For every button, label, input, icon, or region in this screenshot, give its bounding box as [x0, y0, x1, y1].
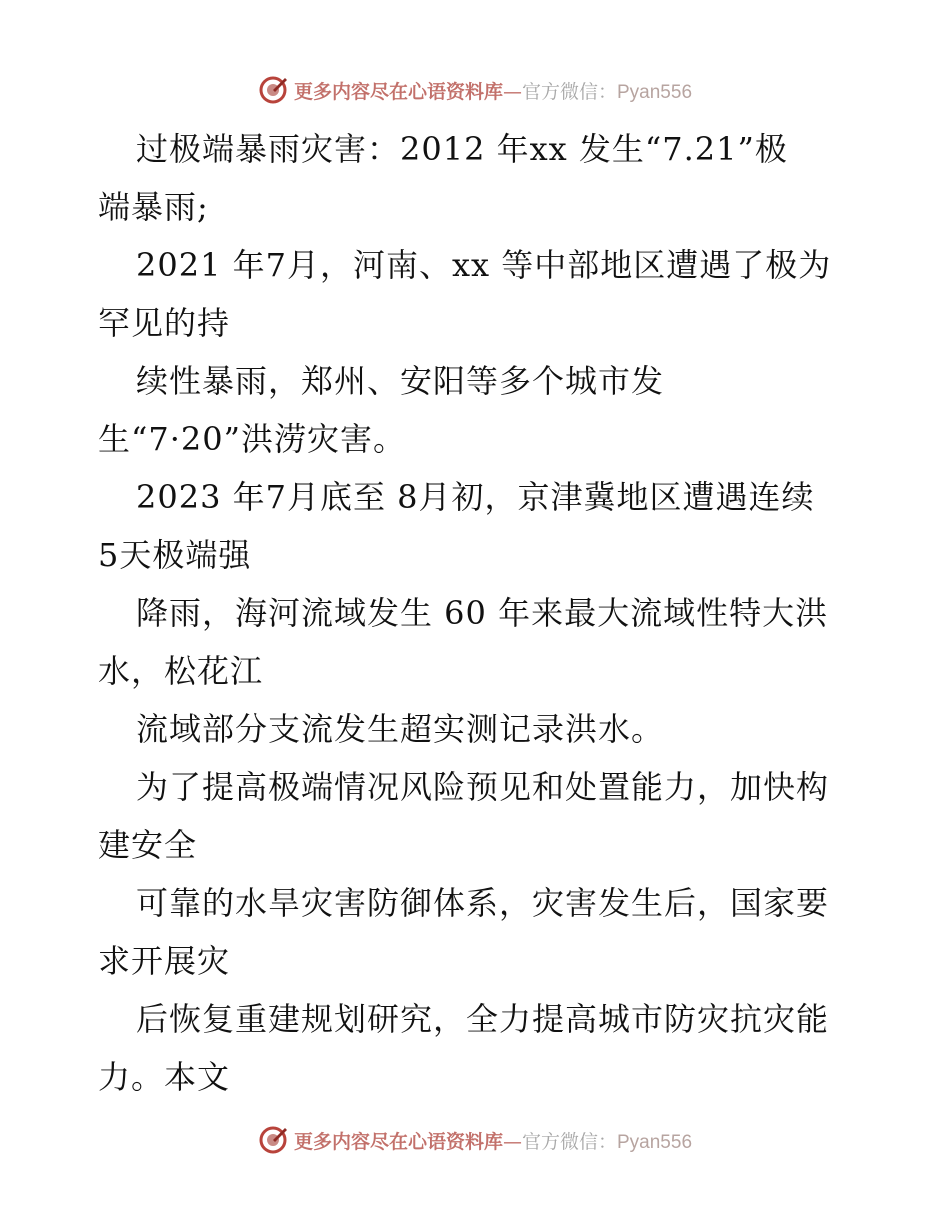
footer-banner [0, 1120, 950, 1160]
text-line: 可靠的水旱灾害防御体系，灾害发生后，国家要 [136, 884, 830, 922]
text-line: 降雨，海河流域发生 60 年来最大流域性特大洪 [136, 594, 829, 632]
text-line: 水，松花江 [98, 652, 264, 690]
pen-logo-icon [258, 75, 288, 105]
banner-wechat-label: 官方微信： [521, 1130, 617, 1153]
text-line: 端暴雨; [98, 188, 209, 226]
text-line: 生“7·20”洪涝灾害。 [98, 420, 406, 458]
text-line: 流域部分支流发生超实测记录洪水。 [136, 710, 665, 748]
text-line: 2023 年7月底至 8月初，京津冀地区遭遇连续 [136, 478, 815, 516]
banner-dash: — [502, 80, 522, 103]
text-line: 力。本文 [98, 1058, 231, 1096]
text-line: 建安全 [98, 826, 198, 864]
banner-wechat-id: Pyan556 [617, 1131, 693, 1153]
banner-lead: 更多内容尽在心语资料库 [293, 80, 503, 103]
banner-text [294, 1127, 692, 1154]
banner-dash: — [502, 1130, 522, 1153]
text-line: 求开展灾 [98, 942, 231, 980]
text-line: 后恢复重建规划研究，全力提高城市防灾抗灾能 [136, 1000, 830, 1038]
text-line: 5天极端强 [98, 536, 252, 574]
text-line: 2021 年7月，河南、xx 等中部地区遭遇了极为 [136, 246, 832, 284]
text-line: 过极端暴雨灾害：2012 年xx 发生“7.21”极 [136, 130, 788, 168]
pen-logo-icon [258, 1125, 288, 1155]
text-line: 为了提高极端情况风险预见和处置能力，加快构 [136, 768, 830, 806]
text-line: 罕见的持 [98, 304, 231, 342]
banner-text [294, 77, 692, 104]
document-body [98, 120, 858, 1106]
banner-wechat-id: Pyan556 [617, 81, 693, 103]
header-banner [0, 70, 950, 110]
text-line: 续性暴雨，郑州、安阳等多个城市发 [136, 362, 665, 400]
banner-lead: 更多内容尽在心语资料库 [293, 1130, 503, 1153]
banner-wechat-label: 官方微信： [521, 80, 617, 103]
